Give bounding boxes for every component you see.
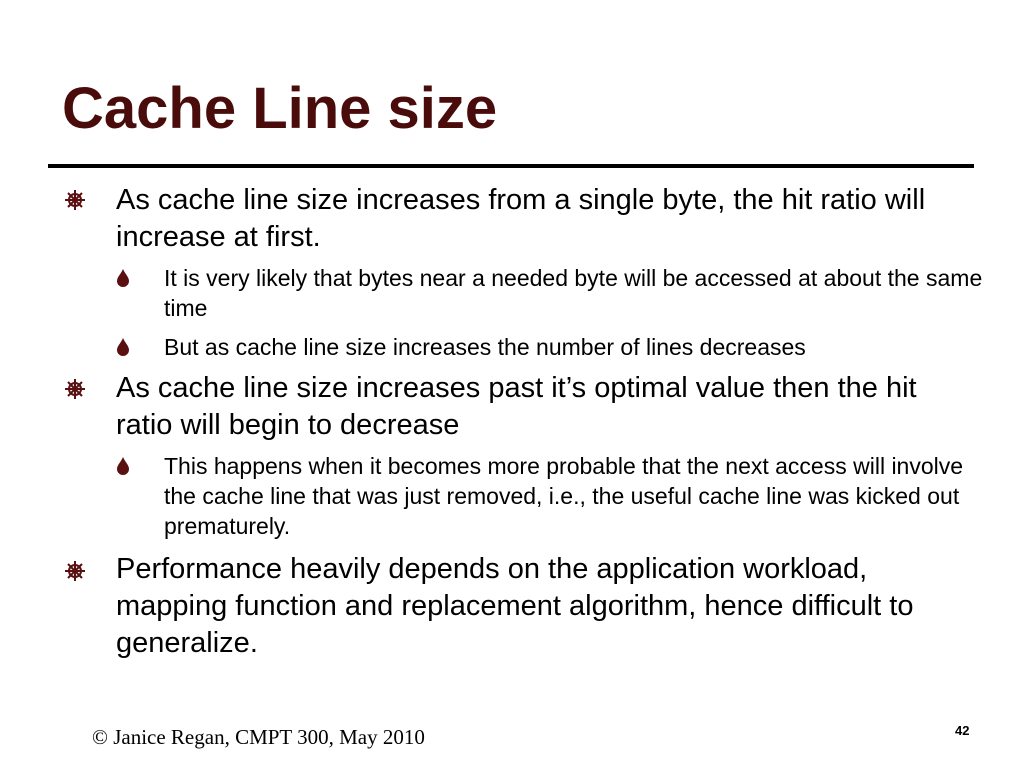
bullet-text: Performance heavily depends on the application workload, mapping function and replacement algorithm, hence difficult to generalize. (116, 553, 914, 659)
flame-icon (116, 456, 130, 476)
ship-wheel-icon (63, 377, 87, 401)
bullet-text: As cache line size increases past it’s optimal value then the hit ratio will begin to decrease (116, 372, 917, 441)
flame-icon (116, 268, 130, 288)
title-divider (48, 164, 974, 168)
ship-wheel-icon (63, 559, 87, 583)
slide-title: Cache Line size (62, 76, 498, 141)
sub-bullet-text: But as cache line size increases the number of lines decreases (164, 334, 806, 360)
flame-icon (116, 337, 130, 357)
ship-wheel-icon (63, 188, 87, 212)
footer-copyright: © Janice Regan, CMPT 300, May 2010 (92, 725, 425, 749)
bullet-text: As cache line size increases from a single byte, the hit ratio will increase at first. (116, 184, 926, 253)
sub-bullet-text: This happens when it becomes more probable that the next access will involve the cache line that was just removed, i.e., the useful cache line was kicked out prematurely. (164, 453, 964, 539)
sub-bullet-text: It is very likely that bytes near a needed byte will be accessed at about the same time (164, 265, 983, 321)
page-number: 42 (955, 723, 970, 738)
